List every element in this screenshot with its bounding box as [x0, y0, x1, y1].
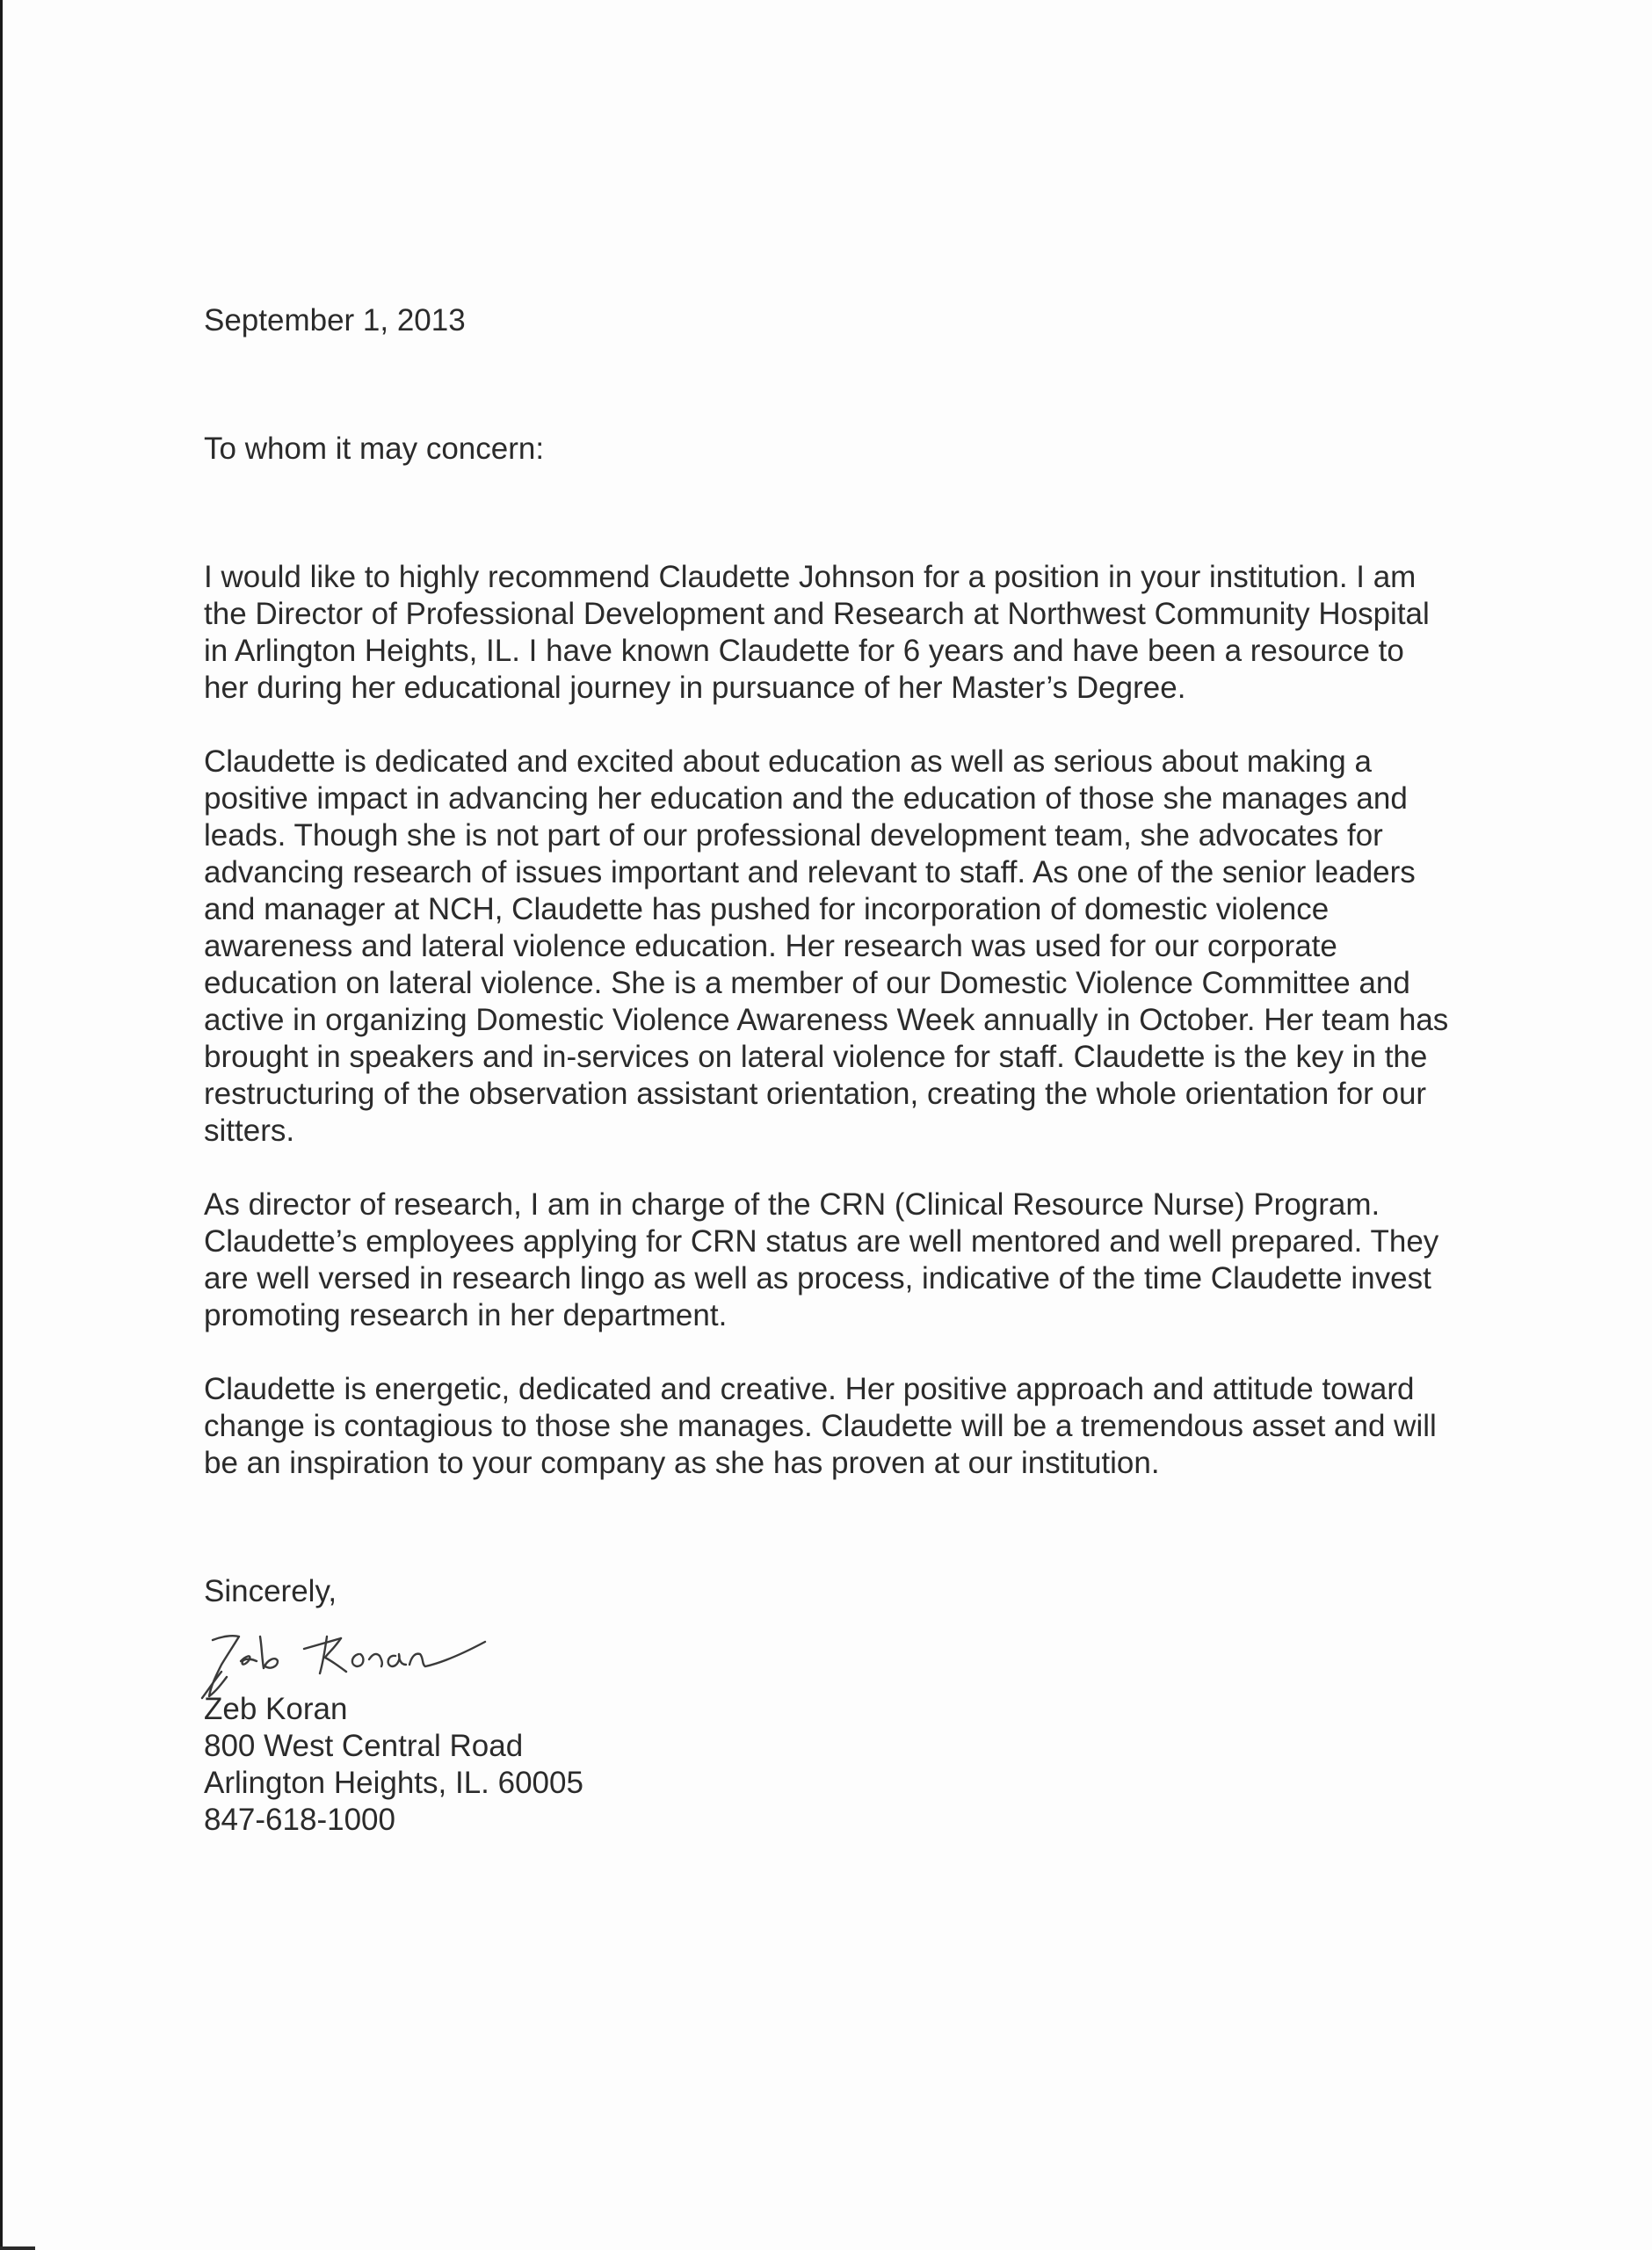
signature-drawing: [195, 1610, 564, 1705]
handwritten-signature: [195, 1610, 564, 1705]
signer-address-line1: 800 West Central Road: [204, 1729, 524, 1763]
signer-address-line2: Arlington Heights, IL. 60005: [204, 1766, 583, 1800]
letter-salutation: To whom it may concern:: [204, 432, 545, 466]
letter-date: September 1, 2013: [204, 303, 466, 338]
signer-name: Zeb Koran: [204, 1692, 348, 1726]
letter-paragraph-1: I would like to highly recommend Claudette Johnson for a position in your institution. I am the Director of Professional Development and Research at Northwest Community Hospital in Arlington Heights, IL. I have known Claudette for 6 years and have been a resource to her during her educational journey in pursuance of her Master’s Degree.: [204, 560, 1430, 705]
letter-paragraph-2: Claudette is dedicated and excited about education as well as serious about making a positive impact in advancing her education and the education of those she manages and leads. Though she is not part of our professional development team, she advocates for advancing research of issues important and relevant to staff. As one of the senior leaders and manager at NCH, Claudette has pushed for incorporation of domestic violence awareness and lateral violence education. Her research was used for our corporate education on lateral violence. She is a member of our Domestic Violence Committee and active in organizing Domestic Violence Awareness Week annually in October. Her team has brought in speakers and in-services on lateral violence for staff. Claudette is the key in the restructuring of the observation assistant orientation, creating the whole orientation for our sitters.: [204, 744, 1449, 1148]
scan-edge-left: [0, 0, 3, 2250]
letter-body: [204, 302, 1469, 1839]
scan-edge-bottom: [0, 2246, 35, 2250]
signer-phone: 847-618-1000: [204, 1803, 395, 1837]
letter-paragraph-4: Claudette is energetic, dedicated and creative. Her positive approach and attitude toward change is contagious to those she manages. Claudette will be a tremendous asset and will be an inspiration to your company as she has proven at our institution.: [204, 1372, 1437, 1480]
letter-closing: Sincerely,: [204, 1574, 337, 1608]
letter-paragraph-3: As director of research, I am in charge of the CRN (Clinical Resource Nurse) Program. Claudette’s employees applying for CRN status are well mentored and well prepared. They are well versed in research lingo as well as process, indicative of the time Claudette invest promoting research in her department.: [204, 1187, 1439, 1332]
